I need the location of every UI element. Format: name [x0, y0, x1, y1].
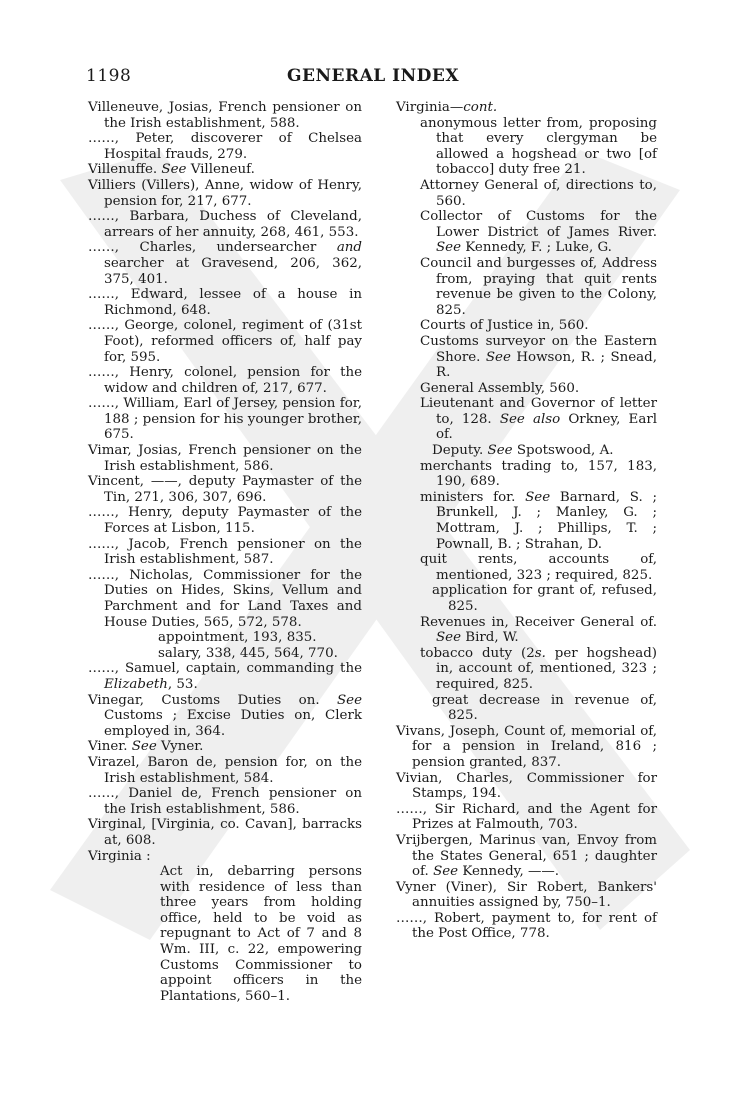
index-entry: Vinegar, Customs Duties on. See Customs ; Excise Duties on, Clerk employed in, 364.: [88, 692, 362, 739]
index-entry: Vrijbergen, Marinus van, Envoy from the States General, 651 ; daughter of. See Kennedy, ——.: [396, 832, 657, 880]
page-header: [86, 66, 660, 92]
index-entry: Virginia :: [88, 848, 151, 864]
index-entry: merchants trading to, 157, 183, 190, 689.: [420, 458, 657, 490]
index-column-right: [396, 100, 657, 942]
index-column-left: [88, 100, 362, 1004]
index-entry: Vincent, ——, deputy Paymaster of the Tin, 271, 306, 307, 696.: [88, 474, 362, 505]
index-entry: ……, Edward, lessee of a house in Richmond, 648.: [88, 287, 362, 318]
index-entry: Villiers (Villers), Anne, widow of Henry, pension for, 217, 677.: [88, 177, 362, 209]
index-entry: Revenues in, Receiver General of. See Bird, W.: [420, 614, 657, 646]
page-number: 1198: [86, 66, 132, 86]
index-entry: ……, Peter, discoverer of Chelsea Hospital frauds, 279.: [88, 131, 362, 162]
index-entry: ……, George, colonel, regiment of (31st Foot), reformed officers of, half pay for, 595.: [88, 318, 362, 365]
index-entry: ……, William, Earl of Jersey, pension for, 188 ; pension for his younger brother, 675.: [88, 396, 362, 443]
index-entry: Vivans, Joseph, Count of, memorial of, for a pension in Ireland, 816 ; pension granted, 837.: [396, 723, 657, 770]
index-entry: Vyner (Viner), Sir Robert, Bankers' annuities assigned by, 750–1.: [396, 879, 657, 911]
index-entry: ……, Daniel de, French pensioner on the Irish establishment, 586.: [88, 786, 362, 817]
index-entry: Attorney General of, directions to, 560.: [420, 177, 657, 209]
index-entry: tobacco duty (2s. per hogshead) in, account of, mentioned, 323 ; required, 825.: [420, 645, 657, 692]
index-entry: ……, Robert, payment to, for rent of the Post Office, 778.: [396, 910, 657, 942]
index-entry: Lieutenant and Governor of letter to, 128. See also Orkney, Earl of.: [420, 396, 658, 443]
index-entry: Virginia—cont.: [396, 100, 498, 115]
index-entry: Vivian, Charles, Commissioner for Stamps, 194.: [396, 770, 657, 802]
index-entry: great decrease in revenue of, 825.: [432, 692, 657, 724]
index-entry: Deputy. See Spotswood, A.: [432, 443, 614, 459]
index-entry: application for grant of, refused, 825.: [432, 583, 657, 614]
index-entry: Virginal, [Virginia, co. Cavan], barracks at, 608.: [88, 817, 362, 848]
index-entry: Act in, debarring persons with residence of less than three years from holding office, held to be void as repugnant to Act of 7 and 8 Wm. III, c. 22, empowering Customs Commissioner to appoint officers in the Plantations, 560–1.: [160, 864, 362, 1004]
index-entry: ……, Henry, colonel, pension for the widow and children of, 217, 677.: [88, 365, 362, 396]
index-entry: appointment, 193, 835.: [158, 630, 317, 646]
index-entry: anonymous letter from, proposing that every clergyman be allowed a hogshead or two [of tobacco] duty free 21.: [420, 115, 657, 178]
index-entry: ……, Jacob, French pensioner on the Irish establishment, 587.: [88, 536, 362, 568]
index-entry: Viner. See Vyner.: [88, 739, 204, 755]
index-entry: ……, Charles, undersearcher and searcher at Gravesend, 206, 362, 375, 401.: [88, 240, 362, 287]
index-entry: ……, Sir Richard, and the Agent for Prizes at Falmouth, 703.: [396, 801, 657, 833]
index-entry: Villeneuve, Josias, French pensioner on the Irish establishment, 588.: [88, 100, 362, 131]
index-entry: salary, 338, 445, 564, 770.: [158, 645, 338, 661]
index-entry: Customs surveyor on the Eastern Shore. See Howson, R. ; Snead, R.: [420, 333, 657, 381]
index-entry: ……, Nicholas, Commissioner for the Duties on Hides, Skins, Vellum and Parchment and for Land Taxes and House Duties, 565, 572, 578.: [88, 567, 362, 630]
index-entry: Villenuffe. See Villeneuf.: [88, 162, 255, 178]
index-entry: Courts of Justice in, 560.: [420, 318, 589, 334]
index-entry: ……, Barbara, Duchess of Cleveland, arrears of her annuity, 268, 461, 553.: [88, 209, 362, 240]
index-entry: ministers for. See Barnard, S. ; Brunkell, J. ; Manley, G. ; Mottram, J. ; Phillips, T. ; Pownall, B. ; Strahan, D.: [420, 489, 658, 552]
index-entry: ……, Samuel, captain, commanding the Elizabeth, 53.: [88, 661, 362, 692]
index-entry: Collector of Customs for the Lower District of James River. See Kennedy, F. ; Luke, G.: [420, 209, 657, 256]
index-entry: Vimar, Josias, French pensioner on the Irish establishment, 586.: [88, 443, 362, 474]
page-title: GENERAL INDEX: [286, 66, 460, 86]
index-entry: ……, Henry, deputy Paymaster of the Forces at Lisbon, 115.: [88, 505, 362, 537]
index-entry: Virazel, Baron de, pension for, on the Irish establishment, 584.: [88, 754, 362, 786]
index-entry: General Assembly, 560.: [420, 380, 580, 396]
index-entry: quit rents, accounts of, mentioned, 323 ; required, 825.: [420, 552, 657, 583]
index-entry: Council and burgesses of, Address from, praying that quit rents revenue be given to the Colony, 825.: [420, 255, 657, 318]
